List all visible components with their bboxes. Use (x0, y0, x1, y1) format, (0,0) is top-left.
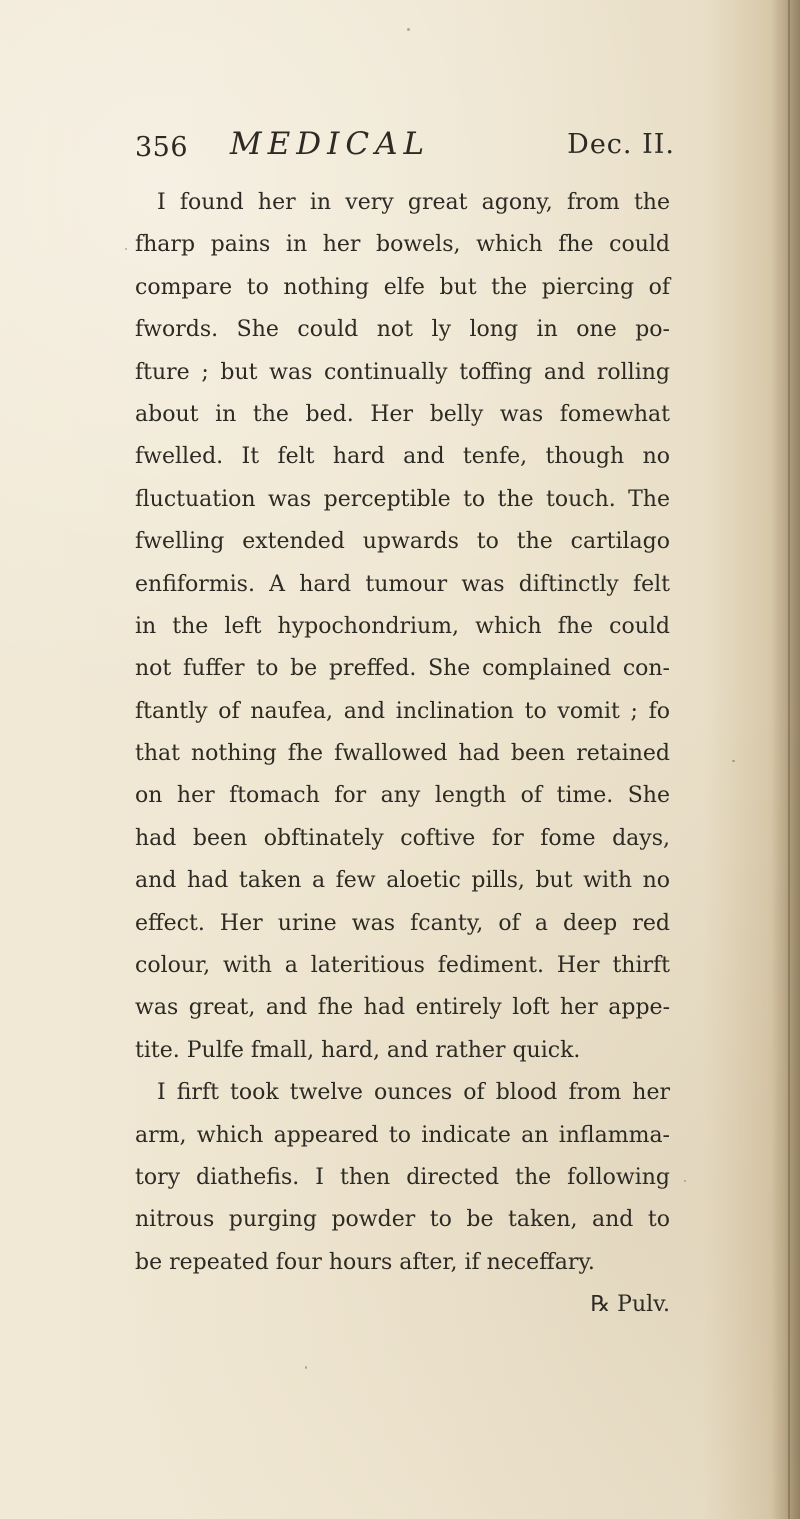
body-text (135, 182, 670, 1327)
text-line: enfiformis. A hard tumour was diftinctly felt (135, 571, 670, 597)
text-line: arm, which appeared to indicate an inflamma- (135, 1122, 670, 1148)
page-header (135, 126, 675, 168)
text-line: that nothing fhe fwallowed had been retained (135, 741, 670, 767)
text-line: fharp pains in her bowels, which fhe could (135, 232, 670, 258)
text-line: not fuffer to be preffed. She complained con- (135, 656, 670, 682)
catchword: ℞ Pulv. (590, 1292, 670, 1318)
text-line: fwelled. It felt hard and tenfe, though no (135, 444, 670, 470)
paper-speck (407, 28, 410, 31)
text-line: ftantly of naufea, and inclination to vomit ; fo (135, 698, 670, 724)
text-line: I found her in very great agony, from the (157, 190, 670, 215)
text-line: compare to nothing elfe but the piercing of (135, 274, 670, 300)
text-line: tory diathefis. I then directed the following (135, 1164, 670, 1190)
paper-speck (305, 1366, 307, 1369)
text-line: was great, and fhe had entirely loft her appe- (135, 995, 670, 1021)
paper-speck (684, 1180, 686, 1182)
text-line: about in the bed. Her belly was fomewhat (135, 401, 670, 427)
page-number: 356 (135, 132, 189, 163)
text-line: fwords. She could not ly long in one po- (135, 317, 670, 343)
header-date: Dec. II. (567, 129, 675, 160)
text-line: in the left hypochondrium, which fhe could (135, 613, 670, 639)
page-fold-line (788, 0, 790, 1519)
text-line: and had taken a few aloetic pills, but with no (135, 868, 670, 894)
text-line: on her ftomach for any length of time. She (135, 783, 670, 809)
running-head: MEDICAL (229, 126, 431, 162)
text-line: effect. Her urine was fcanty, of a deep red (135, 910, 670, 936)
text-line: fluctuation was perceptible to the touch. The (135, 486, 670, 512)
text-line: be repeated four hours after, if neceffary. (135, 1249, 595, 1275)
text-line: nitrous purging powder to be taken, and to (135, 1207, 670, 1233)
page-edge-shadow (772, 0, 800, 1519)
text-line: I firft took twelve ounces of blood from her (157, 1080, 670, 1106)
text-line: tite. Pulfe fmall, hard, and rather quick. (135, 1037, 581, 1063)
paper-speck (125, 248, 127, 250)
text-line: had been obftinately coftive for fome days, (135, 825, 670, 851)
text-line: colour, with a lateritious fediment. Her thirft (135, 953, 670, 979)
paper-speck (732, 760, 735, 762)
text-line: fture ; but was continually toffing and rolling (135, 359, 670, 385)
text-line: fwelling extended upwards to the cartilago (135, 529, 670, 555)
